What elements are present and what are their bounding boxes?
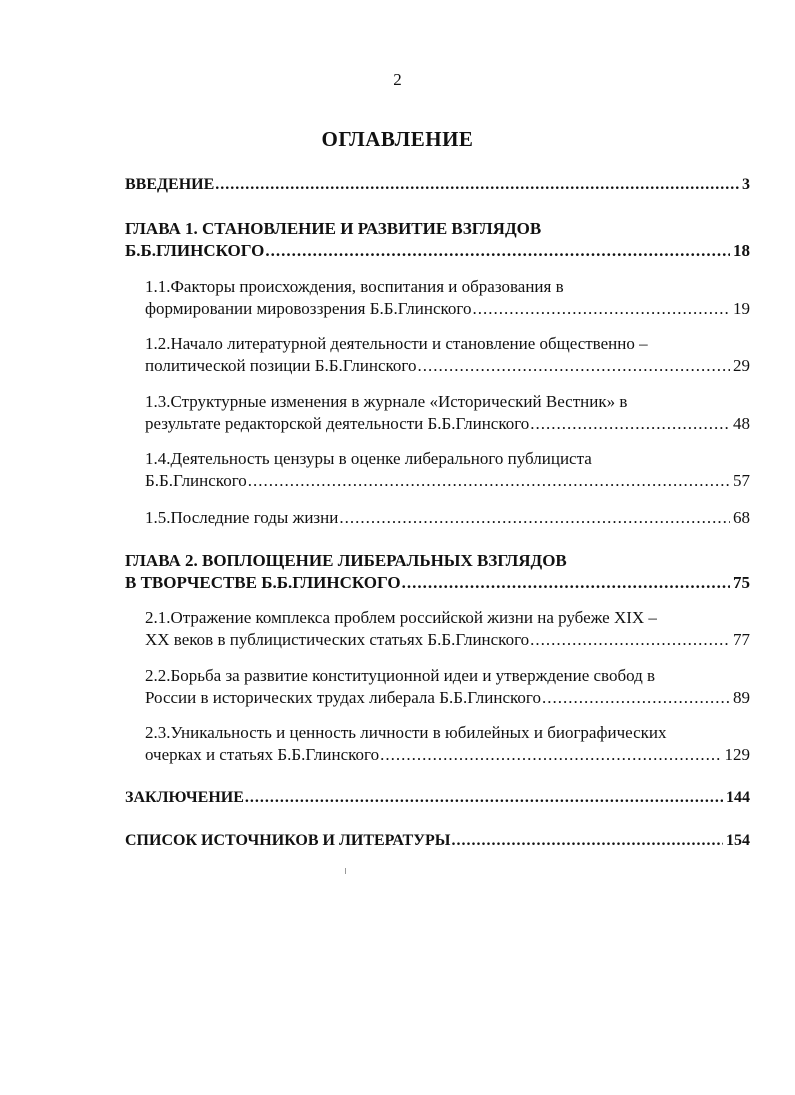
section-title-line: России в исторических трудах либерала Б.Б.Глинского (145, 688, 541, 707)
toc-page-number: 154 (726, 832, 750, 849)
section-title-line: 2.3.Уникальность и ценность личности в юбилейных и биографических (145, 723, 667, 742)
section-title-line: 1.5.Последние годы жизни (145, 508, 339, 527)
toc-page-number: 57 (733, 471, 750, 490)
toc-page-number: 29 (733, 356, 750, 375)
section-title-line: 1.1.Факторы происхождения, воспитания и образования в (145, 277, 564, 296)
section-title-row (145, 687, 750, 709)
section-title-line: 1.2.Начало литературной деятельности и становление общественно – (145, 334, 648, 353)
toc-entry-introduction[interactable] (125, 176, 750, 194)
leader-dots (451, 832, 723, 850)
toc-page-number: 89 (733, 688, 750, 707)
chapter-title-line: В ТВОРЧЕСТВЕ Б.Б.ГЛИНСКОГО (125, 573, 401, 592)
section-title-row (145, 413, 750, 435)
section-title-line: результате редакторской деятельности Б.Б.Глинского (145, 414, 530, 433)
section-title-row (145, 470, 750, 492)
toc-page-number: 68 (733, 508, 750, 527)
toc-page-number: 48 (733, 414, 750, 433)
section-title-line: 2.1.Отражение комплекса проблем российской жизни на рубеже XIX – (145, 608, 657, 627)
leader-dots (542, 687, 730, 709)
leader-dots (380, 744, 721, 766)
chapter-title-line: ГЛАВА 2. ВОПЛОЩЕНИЕ ЛИБЕРАЛЬНЫХ ВЗГЛЯДОВ (125, 551, 567, 570)
section-title-row (145, 298, 750, 320)
toc-page-number: 18 (733, 241, 750, 260)
chapter-title-line: Б.Б.ГЛИНСКОГО (125, 241, 265, 260)
toc-entry-label: ЗАКЛЮЧЕНИЕ (125, 789, 244, 806)
section-title-row (145, 629, 750, 651)
toc-entry-label: ВВЕДЕНИЕ (125, 176, 215, 193)
toc-page-number: 3 (742, 176, 750, 193)
toc-page-number: 75 (733, 573, 750, 592)
leader-dots (265, 240, 730, 262)
section-title-row (145, 744, 750, 766)
leader-dots (245, 789, 723, 807)
toc-page-number: 19 (733, 299, 750, 318)
section-title-line: очерках и статьях Б.Б.Глинского (145, 745, 380, 764)
section-title-line: 2.2.Борьба за развитие конституционной идеи и утверждение свобод в (145, 666, 656, 685)
page-number: 2 (393, 70, 402, 89)
section-title-line: XX веков в публицистических статьях Б.Б.Глинского (145, 630, 530, 649)
leader-dots (215, 176, 739, 194)
scan-speck (345, 868, 346, 874)
chapter-title-line: ГЛАВА 1. СТАНОВЛЕНИЕ И РАЗВИТИЕ ВЗГЛЯДОВ (125, 219, 542, 238)
section-title-line: формировании мировоззрения Б.Б.Глинского (145, 299, 472, 318)
toc-entry-label: СПИСОК ИСТОЧНИКОВ И ЛИТЕРАТУРЫ (125, 832, 451, 849)
leader-dots (530, 629, 730, 651)
leader-dots (339, 507, 730, 529)
toc-page-number: 77 (733, 630, 750, 649)
leader-dots (418, 355, 731, 377)
leader-dots (402, 572, 730, 594)
page-title: ОГЛАВЛЕНИЕ (321, 127, 474, 151)
chapter-title-row (125, 572, 750, 594)
leader-dots (530, 413, 730, 435)
chapter-title-row (125, 240, 750, 262)
toc-entry-section-1-5[interactable] (145, 507, 750, 529)
section-title-line: 1.3.Структурные изменения в журнале «Исторический Вестник» в (145, 392, 628, 411)
section-title-line: Б.Б.Глинского (145, 471, 247, 490)
leader-dots (248, 470, 730, 492)
toc-page-number: 129 (724, 745, 750, 764)
section-title-line: политической позиции Б.Б.Глинского (145, 356, 417, 375)
toc-page-number: 144 (726, 789, 750, 806)
section-title-row (145, 355, 750, 377)
leader-dots (472, 298, 730, 320)
toc-entry-sources[interactable] (125, 832, 750, 850)
section-title-line: 1.4.Деятельность цензуры в оценке либерального публициста (145, 449, 592, 468)
toc-entry-conclusion[interactable] (125, 789, 750, 807)
